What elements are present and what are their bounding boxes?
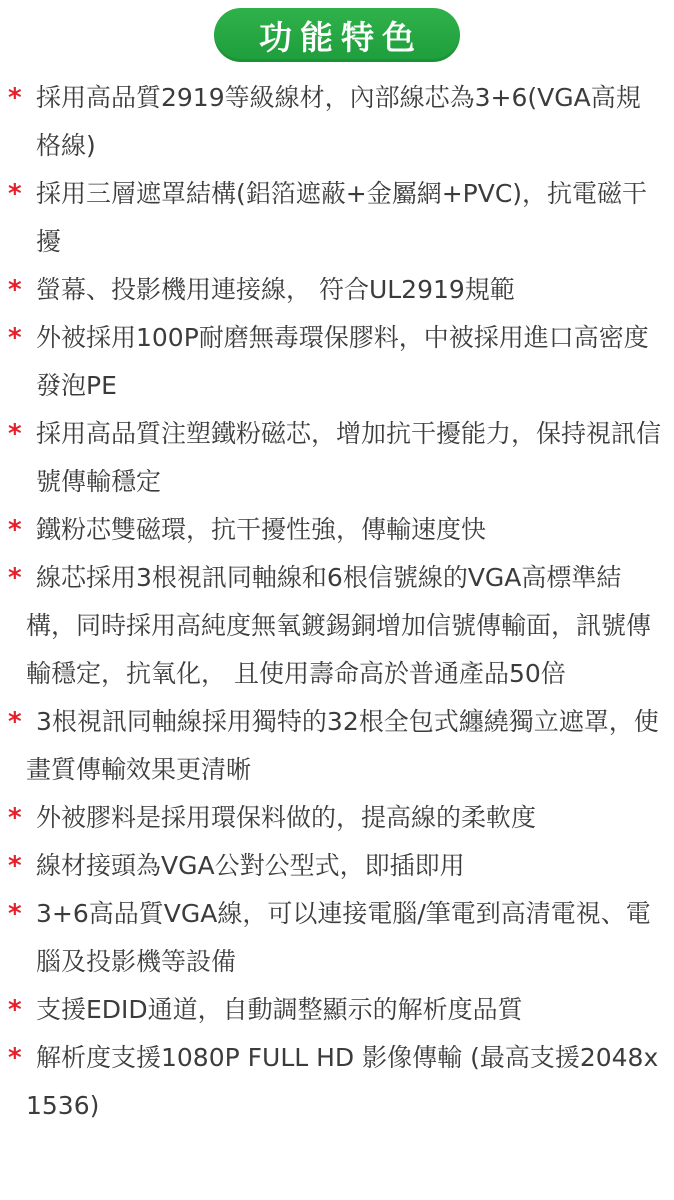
bullet-star-icon: * — [8, 851, 22, 881]
feature-text: 解析度支援1080P FULL HD 影像傳輸 (最高支援2048x1536) — [26, 1043, 659, 1120]
bullet-star-icon: * — [8, 179, 22, 209]
bullet-star-icon: * — [8, 323, 22, 353]
title-pill — [214, 8, 460, 62]
feature-item — [0, 170, 674, 266]
bullet-star-icon: * — [8, 995, 22, 1025]
feature-item — [0, 506, 674, 554]
bullet-star-icon: * — [8, 83, 22, 113]
feature-text: 3根視訊同軸線採用獨特的32根全包式纏繞獨立遮罩，使畫質傳輸效果更清晰 — [26, 707, 659, 784]
feature-item — [0, 314, 674, 410]
bullet-star-icon: * — [8, 1043, 22, 1073]
feature-text: 鐵粉芯雙磁環，抗干擾性強，傳輸速度快 — [36, 515, 487, 544]
feature-text: 線芯採用3根視訊同軸線和6根信號線的VGA高標準結構，同時採用高純度無氧鍍錫銅增加信號傳輸面，訊號傳輸穩定，抗氧化， 且使用壽命高於普通產品50倍 — [26, 563, 652, 688]
feature-text: 外被採用100P耐磨無毒環保膠料，中被採用進口高密度發泡PE — [36, 323, 649, 400]
feature-item — [0, 410, 674, 506]
feature-text: 採用高品質2919等級線材，內部線芯為3+6(VGA高規格線) — [36, 83, 641, 160]
feature-item — [0, 1034, 674, 1130]
feature-item — [0, 266, 674, 314]
page-title: 功能特色 — [259, 17, 423, 57]
feature-text: 外被膠料是採用環保料做的，提高線的柔軟度 — [36, 803, 537, 832]
bullet-star-icon: * — [8, 275, 22, 305]
bullet-star-icon: * — [8, 899, 22, 929]
feature-item — [0, 74, 674, 170]
feature-text: 採用高品質注塑鐵粉磁芯，增加抗干擾能力，保持視訊信號傳輸穩定 — [36, 419, 662, 496]
bullet-star-icon: * — [8, 419, 22, 449]
feature-item — [0, 554, 674, 698]
feature-text: 線材接頭為VGA公對公型式，即插即用 — [36, 851, 465, 880]
feature-item — [0, 698, 674, 794]
bullet-star-icon: * — [8, 803, 22, 833]
feature-item — [0, 842, 674, 890]
feature-text: 採用三層遮罩結構(鋁箔遮蔽+金屬網+PVC)，抗電磁干擾 — [36, 179, 648, 256]
bullet-star-icon: * — [8, 563, 22, 593]
feature-item — [0, 890, 674, 986]
bullet-star-icon: * — [8, 515, 22, 545]
bullet-star-icon: * — [8, 707, 22, 737]
feature-text: 3+6高品質VGA線，可以連接電腦/筆電到高清電視、電腦及投影機等設備 — [36, 899, 651, 976]
feature-list — [0, 74, 674, 1130]
feature-item — [0, 794, 674, 842]
feature-text: 螢幕、投影機用連接線， 符合UL2919規範 — [36, 275, 515, 304]
title-banner — [0, 8, 674, 62]
feature-text: 支援EDID通道，自動調整顯示的解析度品質 — [36, 995, 523, 1024]
feature-item — [0, 986, 674, 1034]
